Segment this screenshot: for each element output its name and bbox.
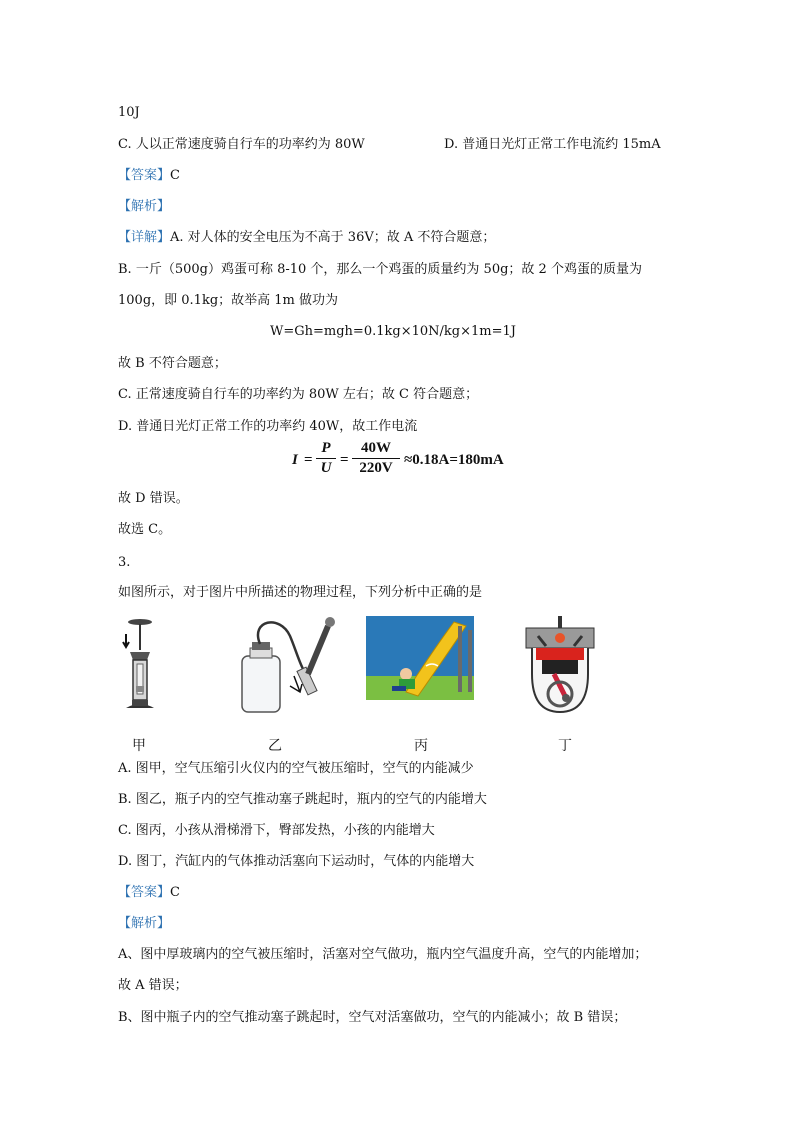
figure-label-jia: 甲 [132, 738, 146, 754]
analysis-b: B、图中瓶子内的空气推动塞子跳起时，空气对活塞做功，空气的内能减小；故 B 错误； [118, 1010, 627, 1025]
detail-b-line2: 100g，即 0.1kg；故举高 1m 做功为 [118, 293, 339, 308]
answer-line-1 [118, 167, 180, 185]
engine-cylinder-figure [520, 616, 600, 716]
detail-b-line3: 故 B 不符合题意； [118, 356, 227, 371]
analysis-heading-2: 【解析】 [118, 916, 171, 931]
detail-b-line1: B. 一斤（500g）鸡蛋可称 8-10 个，那么一个鸡蛋的质量约为 50g；故 2 个鸡蛋的质量为 [118, 262, 642, 277]
fire-piston-figure [120, 616, 160, 716]
detail-c: C. 正常速度骑自行车的功率约为 80W 左右；故 C 符合题意； [118, 387, 479, 402]
choose-line: 故选 C。 [118, 522, 172, 537]
formula-p: P [316, 440, 336, 459]
formula-u: U [320, 460, 332, 476]
fraction-values [352, 440, 400, 477]
option-c-prev: C. 人以正常速度骑自行车的功率约为 80W [118, 137, 365, 152]
question-stem: 如图所示，对于图片中所描述的物理过程，下列分析中正确的是 [118, 585, 483, 600]
answer-tag: 【答案】 [118, 168, 171, 183]
analysis-a-line2: 故 A 错误； [118, 978, 188, 993]
option-c: C. 图丙，小孩从滑梯滑下，臀部发热，小孩的内能增大 [118, 823, 435, 838]
formula-40w: 40W [352, 440, 400, 459]
figure-label-yi: 乙 [268, 738, 282, 754]
detail-tag: 【详解】 [118, 230, 171, 245]
formula-equals-2: = [340, 452, 349, 468]
analysis-a-line1: A、图中厚玻璃内的空气被压缩时，活塞对空气做功，瓶内空气温度升高，空气的内能增加； [118, 947, 648, 962]
answer-line-2 [118, 884, 180, 902]
figure-row [118, 616, 678, 716]
formula-i: I [292, 452, 298, 468]
analysis-heading: 【解析】 [118, 199, 171, 214]
fraction-pu [316, 440, 336, 477]
formula-result: ≈0.18A=180mA [404, 452, 504, 468]
detail-a-text: A. 对人体的安全电压为不高于 36V；故 A 不符合题意； [170, 230, 496, 245]
work-equation: W=Gh=mgh=0.1kg×10N/kg×1m=1J [270, 324, 516, 339]
option-b: B. 图乙，瓶子内的空气推动塞子跳起时，瓶内的空气的内能增大 [118, 792, 487, 807]
bottle-pump-figure [230, 616, 340, 716]
slide-figure [366, 616, 474, 700]
detail-d-conclusion: 故 D 错误。 [118, 491, 189, 506]
answer-value: C [170, 168, 180, 183]
figure-label-bing: 丙 [414, 738, 428, 754]
text-line: 10J [118, 105, 140, 120]
formula-220v: 220V [359, 460, 393, 476]
detail-d: D. 普通日光灯正常工作的功率约 40W，故工作电流 [118, 419, 418, 434]
formula-equals: = [304, 452, 313, 468]
figure-label-ding: 丁 [558, 738, 572, 754]
question-number: 3. [118, 555, 131, 570]
current-formula [292, 440, 522, 484]
option-d: D. 图丁，汽缸内的气体推动活塞向下运动时，气体的内能增大 [118, 854, 475, 869]
answer-value-2: C [170, 885, 180, 900]
answer-tag-2: 【答案】 [118, 885, 171, 900]
detail-a [118, 229, 495, 247]
option-a: A. 图甲，空气压缩引火仪内的空气被压缩时，空气的内能减少 [118, 761, 474, 776]
option-d-prev: D. 普通日光灯正常工作电流约 15mA [444, 137, 661, 152]
